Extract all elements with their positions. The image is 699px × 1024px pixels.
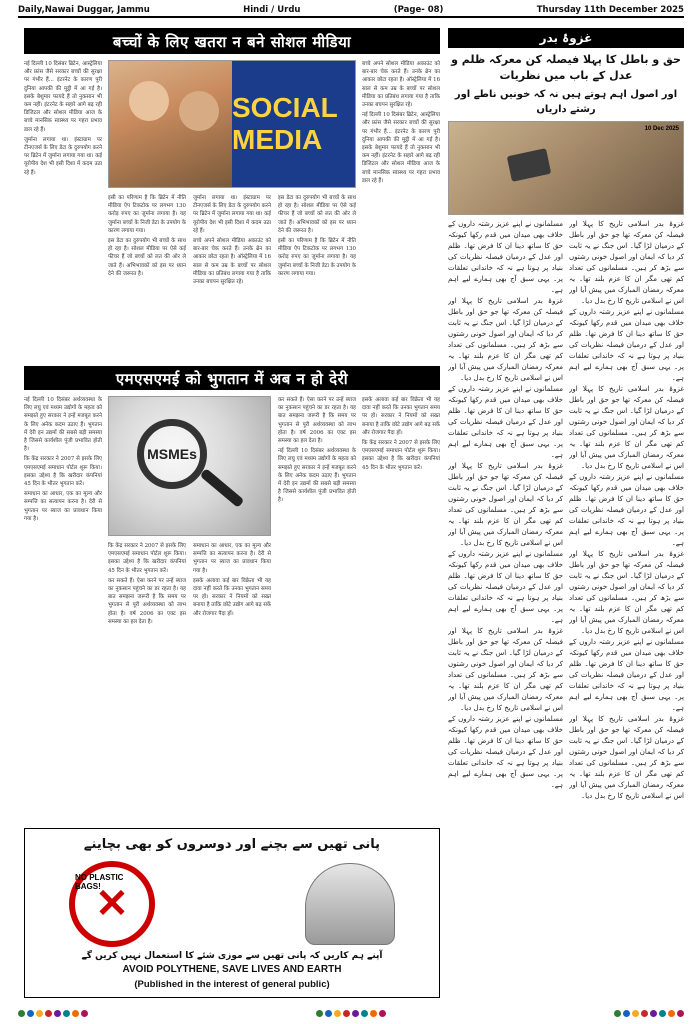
- image-date: 10 Dec 2025: [644, 126, 679, 132]
- color-registration-dots: [18, 1010, 88, 1017]
- paper-name: Daily,Nawai Duggar, Jammu: [18, 5, 150, 15]
- right-urdu-section: [448, 28, 684, 998]
- registration-dot: [334, 1010, 341, 1017]
- registration-dot: [343, 1010, 350, 1017]
- color-registration-dots: [316, 1010, 386, 1017]
- article1-column: इस डेटा का दुरुपयोग भी बच्चों के साथ हो रहा है। सोशल मीडिया पर ऐसे कई फीचर हैं जो बच्चों को लत की ओर ले जाते हैं। अभिभावकों को इस पर ध्यान देने की जरूरत है। इसी का परिणाम है कि ब्रिटेन में नीति मीडिया ऐप टिकटोक पर लगभग 130 करोड़ रुपए का जुर्माना लगाया है। यह जुर्माना बच्चों के निजी डेटा के उपयोग के कारण लगाया गया।: [278, 195, 356, 277]
- urdu-headline: حق و باطل کا پہلا فیصلہ کن معرکہ ظلم و عدل کے باب میں نظریات: [451, 53, 681, 82]
- registration-dot: [36, 1010, 43, 1017]
- urdu-column: مسلمانوں نے اپنے عزیز رشتہ داروں کے خلاف بھی میدان میں قدم رکھا کیونکہ حق کا ساتھ دینا ان کا فرض تھا۔ ظلم اور عدل کے درمیان فیصلہ نظریات کی بنیاد پر ہوتا ہے نہ کہ خاندانی تعلقات پر۔ یہی سبق آج بھی ہمارے لیے اہم ہے۔ غزوۂ بدر اسلامی تاریخ کا پہلا اور فیصلہ کن معرکہ تھا جو حق اور باطل کے درمیان لڑا گیا۔ اس جنگ نے یہ ثابت کر دیا کہ ایمان اور اصول خونی رشتوں سے بڑھ کر ہیں۔ مسلمانوں کی تعداد کم تھی مگر ان کا عزم بلند تھا۔ یہ معرکہ رمضان المبارک میں پیش آیا اور اس نے اسلامی تاریخ کا رخ بدل دیا۔ مسلمانوں نے اپنے عزیز رشتہ داروں کے خلاف بھی میدان میں قدم رکھا کیونکہ حق کا ساتھ دینا ان کا فرض تھا۔ ظلم اور عدل کے درمیان فیصلہ نظریات کی بنیاد پر ہوتا ہے نہ کہ خاندانی تعلقات پر۔ یہی سبق آج بھی ہمارے لیے اہم ہے۔ غزوۂ بدر اسلامی تاریخ کا پہلا اور فیصلہ کن معرکہ تھا جو حق اور باطل کے درمیان لڑا گیا۔ اس جنگ نے یہ ثابت کر دیا کہ ایمان اور اصول خونی رشتوں سے بڑھ کر ہیں۔ مسلمانوں کی تعداد کم تھی مگر ان کا عزم بلند تھا۔ یہ معرکہ رمضان المبارک میں پیش آیا اور اس نے اسلامی تاریخ کا رخ بدل دیا۔ مسلمانوں نے اپنے عزیز رشتہ داروں کے خلاف بھی میدان میں قدم رکھا کیونکہ حق کا ساتھ دینا ان کا فرض تھا۔ ظلم اور عدل کے درمیان فیصلہ نظریات کی بنیاد پر ہوتا ہے نہ کہ خاندانی تعلقات پر۔ یہی سبق آج بھی ہمارے لیے اہم ہے۔ غزوۂ بدر اسلامی تاریخ کا پہلا اور فیصلہ کن معرکہ تھا جو حق اور باطل کے درمیان لڑا گیا۔ اس جنگ نے یہ ثابت کر دیا کہ ایمان اور اصول خونی رشتوں سے بڑھ کر ہیں۔ مسلمانوں کی تعداد کم تھی مگر ان کا عزم بلند تھا۔ یہ معرکہ رمضان المبارک میں پیش آیا اور اس نے اسلامی تاریخ کا رخ بدل دیا۔ مسلمانوں نے اپنے عزیز رشتہ داروں کے خلاف بھی میدان میں قدم رکھا کیونکہ حق کا ساتھ دینا ان کا فرض تھا۔ ظلم اور عدل کے درمیان فیصلہ نظریات کی بنیاد پر ہوتا ہے نہ کہ خاندانی تعلقات پر۔ یہی سبق آج بھی ہمارے لیے اہم ہے۔: [448, 220, 563, 789]
- registration-dot: [379, 1010, 386, 1017]
- ad-urdu-line: آپنے ہم کاریں کہ پانی تھیں سے موزی شئے کا استعمال نہیں کریں گے: [81, 951, 383, 961]
- article2-column: नई दिल्ली 10 दिसंबर अर्थव्यवस्था के लिए लघु एवं मध्यम उद्योगों के महत्व को समझते हुए सरकार ने इन्हें मजबूत करने के लिए अनेक कदम उठाए हैं। भुगतान में देरी इन उद्यमों की सबसे बड़ी समस्या है जिससे कार्यशील पूंजी प्रभावित होती है। कि केंद्र सरकार ने 2007 से इसके लिए एमएसएमई समाधान पोर्टल शुरू किया। इसका उद्देश्य है कि खरीदार कंपनियां 45 दिन के भीतर भुगतान करें। समाधान का आधार, एक का मूल्य और सम्पत्ति का सत्यापन करना है। देरी से भुगतान पर ब्याज का प्रावधान किया गया है।: [24, 397, 102, 522]
- article2-column: कर सकते हैं। ऐसा करने पर उन्हें ब्याज का नुकसान पहुंचने का डर रहता है। यह बात समझना जरूरी है कि समय पर भुगतान से पूरी अर्थव्यवस्था को लाभ होता है। वर्ष 2006 का एक्ट इस समस्या का हल देता है। नई दिल्ली 10 दिसंबर अर्थव्यवस्था के लिए लघु एवं मध्यम उद्योगों के महत्व को समझते हुए सरकार ने इन्हें मजबूत करने के लिए अनेक कदम उठाए हैं। भुगतान में देरी इन उद्यमों की सबसे बड़ी समस्या है जिससे कार्यशील पूंजी प्रभावित होती है।: [278, 397, 356, 504]
- registration-dot: [352, 1010, 359, 1017]
- registration-dot: [54, 1010, 61, 1017]
- footer-strip: [18, 1007, 684, 1019]
- article1-column: जुर्माना लगाया था। इंस्टाग्राम पर टीनएजर्स के लिए डेटा के दुरुपयोग करने पर ब्रिटेन में जुर्माना लगाया गया था। कई यूरोपीय देश भी इसी दिशा में कदम उठा रहे हैं। बच्चे अपने सोशल मीडिया अकाउंट को बार-बार चेक करते हैं। उनके ब्रेन का आकार छोटा रहता है। ऑस्ट्रेलिया में 16 साल से कम उम्र के बच्चों पर सोशल मीडिया का प्रतिबंध लगाया गया है ताकि उनका बचपन सुरक्षित रहे।: [193, 195, 271, 286]
- registration-dot: [27, 1010, 34, 1017]
- issue-date: Thursday 11th December 2025: [536, 5, 684, 15]
- registration-dot: [659, 1010, 666, 1017]
- registration-dot: [632, 1010, 639, 1017]
- registration-dot: [18, 1010, 25, 1017]
- children-photo: [109, 61, 232, 187]
- social-media-graphic: SOCIAL MEDIA: [232, 61, 355, 187]
- article1-headline: बच्चों के लिए खतरा न बने सोशल मीडिया: [24, 28, 440, 54]
- registration-dot: [361, 1010, 368, 1017]
- article2-column: समाधान का आधार, एक का मूल्य और सम्पत्ति का सत्यापन करना है। देरी से भुगतान पर ब्याज का प्रावधान किया गया है। इसके अलावा कई बार विक्रेता भी यह दावा नहीं करते कि उनका भुगतान समय पर हो। सरकार ने नियमों को सख्त बनाया है ताकि छोटे उद्योग आगे बढ़ सकें और रोजगार पैदा हों।: [193, 543, 271, 617]
- registration-dot: [370, 1010, 377, 1017]
- page-number: (Page- 08): [393, 5, 444, 15]
- article1-column: नई दिल्ली 10 दिसंबर ब्रिटेन, आस्ट्रेलिया और फ्रांस जैसे सरकार बच्चों की सुरक्षा पर गंभीर हैं... इंटरनेट के कारण पूरी दुनिया आपकी की मुट्ठी में आ गई है। इसके बेशुमार फायदे हैं तो नुकसान भी कम नहीं। इंटरनेट के सहारे आगे बढ़ रही डिजिटल और सोशल मीडिया आज के बच्चे मानसिक स्वास्थ्य पर गहरा प्रभाव डाल रहे हैं। जुर्माना लगाया था। इंस्टाग्राम पर टीनएजर्स के लिए डेटा के दुरुपयोग करने पर ब्रिटेन में जुर्माना लगाया गया था। कई यूरोपीय देश भी इसी दिशा में कदम उठा रहे हैं।: [24, 61, 102, 176]
- magnifier-handle: [200, 468, 245, 508]
- registration-dot: [63, 1010, 70, 1017]
- registration-dot: [72, 1010, 79, 1017]
- registration-dot: [623, 1010, 630, 1017]
- cross-icon: ✕: [95, 882, 129, 926]
- registration-dot: [614, 1010, 621, 1017]
- urdu-article-image: [448, 121, 684, 215]
- registration-dot: [316, 1010, 323, 1017]
- masthead: [18, 4, 684, 18]
- article1-image: [108, 60, 356, 188]
- article2-headline: एमएसएमई को भुगतान में अब न हो देरी: [24, 366, 440, 390]
- registration-dot: [641, 1010, 648, 1017]
- msme-magnifier-image: [108, 396, 271, 536]
- ad-disclaimer: (Published in the interest of general public): [134, 979, 330, 990]
- urdu-columns: [448, 219, 684, 999]
- urdu-column: غزوۂ بدر اسلامی تاریخ کا پہلا اور فیصلہ کن معرکہ تھا جو حق اور باطل کے درمیان لڑا گیا۔ اس جنگ نے یہ ثابت کر دیا کہ ایمان اور اصول خونی رشتوں سے بڑھ کر ہیں۔ مسلمانوں کی تعداد کم تھی مگر ان کا عزم بلند تھا۔ یہ معرکہ رمضان المبارک میں پیش آیا اور اس نے اسلامی تاریخ کا رخ بدل دیا۔ مسلمانوں نے اپنے عزیز رشتہ داروں کے خلاف بھی میدان میں قدم رکھا کیونکہ حق کا ساتھ دینا ان کا فرض تھا۔ ظلم اور عدل کے درمیان فیصلہ نظریات کی بنیاد پر ہوتا ہے نہ کہ خاندانی تعلقات پر۔ یہی سبق آج بھی ہمارے لیے اہم ہے۔ غزوۂ بدر اسلامی تاریخ کا پہلا اور فیصلہ کن معرکہ تھا جو حق اور باطل کے درمیان لڑا گیا۔ اس جنگ نے یہ ثابت کر دیا کہ ایمان اور اصول خونی رشتوں سے بڑھ کر ہیں۔ مسلمانوں کی تعداد کم تھی مگر ان کا عزم بلند تھا۔ یہ معرکہ رمضان المبارک میں پیش آیا اور اس نے اسلامی تاریخ کا رخ بدل دیا۔ مسلمانوں نے اپنے عزیز رشتہ داروں کے خلاف بھی میدان میں قدم رکھا کیونکہ حق کا ساتھ دینا ان کا فرض تھا۔ ظلم اور عدل کے درمیان فیصلہ نظریات کی بنیاد پر ہوتا ہے نہ کہ خاندانی تعلقات پر۔ یہی سبق آج بھی ہمارے لیے اہم ہے۔ غزوۂ بدر اسلامی تاریخ کا پہلا اور فیصلہ کن معرکہ تھا جو حق اور باطل کے درمیان لڑا گیا۔ اس جنگ نے یہ ثابت کر دیا کہ ایمان اور اصول خونی رشتوں سے بڑھ کر ہیں۔ مسلمانوں کی تعداد کم تھی مگر ان کا عزم بلند تھا۔ یہ معرکہ رمضان المبارک میں پیش آیا اور اس نے اسلامی تاریخ کا رخ بدل دیا۔ مسلمانوں نے اپنے عزیز رشتہ داروں کے خلاف بھی میدان میں قدم رکھا کیونکہ حق کا ساتھ دینا ان کا فرض تھا۔ ظلم اور عدل کے درمیان فیصلہ نظریات کی بنیاد پر ہوتا ہے نہ کہ خاندانی تعلقات پر۔ یہی سبق آج بھی ہمارے لیے اہم ہے۔ غزوۂ بدر اسلامی تاریخ کا پہلا اور فیصلہ کن معرکہ تھا جو حق اور باطل کے درمیان لڑا گیا۔ اس جنگ نے یہ ثابت کر دیا کہ ایمان اور اصول خونی رشتوں سے بڑھ کر ہیں۔ مسلمانوں کی تعداد کم تھی مگر ان کا عزم بلند تھا۔ یہ معرکہ رمضان المبارک میں پیش آیا اور اس نے اسلامی تاریخ کا رخ بدل دیا۔: [569, 220, 684, 800]
- article1-column: इसी का परिणाम है कि ब्रिटेन में नीति मीडिया ऐप टिकटोक पर लगभग 130 करोड़ रुपए का जुर्माना लगाया है। यह जुर्माना बच्चों के निजी डेटा के उपयोग के कारण लगाया गया। इस डेटा का दुरुपयोग भी बच्चों के साथ हो रहा है। सोशल मीडिया पर ऐसे कई फीचर हैं जो बच्चों को लत की ओर ले जाते हैं। अभिभावकों को इस पर ध्यान देने की जरूरत है।: [108, 195, 186, 277]
- left-section: [24, 28, 440, 851]
- magnifier-icon: MSMEs: [137, 419, 207, 489]
- registration-dot: [668, 1010, 675, 1017]
- sign-text: NO PLASTIC BAGS!: [75, 873, 124, 891]
- registration-dot: [677, 1010, 684, 1017]
- article1: [24, 60, 440, 360]
- article2-column: कि केंद्र सरकार ने 2007 से इसके लिए एमएसएमई समाधान पोर्टल शुरू किया। इसका उद्देश्य है कि खरीदार कंपनियां 45 दिन के भीतर भुगतान करें। कर सकते हैं। ऐसा करने पर उन्हें ब्याज का नुकसान पहुंचने का डर रहता है। यह बात समझना जरूरी है कि समय पर भुगतान से पूरी अर्थव्यवस्था को लाभ होता है। वर्ष 2006 का एक्ट इस समस्या का हल देता है।: [108, 543, 186, 625]
- language-label: Hindi / Urdu: [243, 5, 301, 15]
- article1-column: बच्चे अपने सोशल मीडिया अकाउंट को बार-बार चेक करते हैं। उनके ब्रेन का आकार छोटा रहता है। ऑस्ट्रेलिया में 16 साल से कम उम्र के बच्चों पर सोशल मीडिया का प्रतिबंध लगाया गया है ताकि उनका बचपन सुरक्षित रहे। नई दिल्ली 10 दिसंबर ब्रिटेन, आस्ट्रेलिया और फ्रांस जैसे सरकार बच्चों की सुरक्षा पर गंभीर हैं... इंटरनेट के कारण पूरी दुनिया आपकी की मुट्ठी में आ गई है। इसके बेशुमार फायदे हैं तो नुकसान भी कम नहीं। इंटरनेट के सहारे आगे बढ़ रही डिजिटल और सोशल मीडिया आज के बच्चे मानसिक स्वास्थ्य पर गहरा प्रभाव डाल रहे हैं।: [362, 61, 440, 184]
- urdu-subheadline: اور اصول اہم ہوتے ہیں نہ کہ خونیں ناطے اور رشتے داریاں: [454, 89, 678, 115]
- no-plastic-bags-icon: [69, 861, 155, 947]
- ad-urdu-heading: پانی تھیں سے بچنے اور دوسروں کو بھی بچاینے: [83, 837, 381, 852]
- section-header: غزوۂ بدر: [448, 28, 684, 48]
- registration-dot: [81, 1010, 88, 1017]
- registration-dot: [650, 1010, 657, 1017]
- registration-dot: [325, 1010, 332, 1017]
- color-registration-dots: [614, 1010, 684, 1017]
- article2-column: इसके अलावा कई बार विक्रेता भी यह दावा नहीं करते कि उनका भुगतान समय पर हो। सरकार ने नियमों को सख्त बनाया है ताकि छोटे उद्योग आगे बढ़ सकें और रोजगार पैदा हों। कि केंद्र सरकार ने 2007 से इसके लिए एमएसएमई समाधान पोर्टल शुरू किया। इसका उद्देश्य है कि खरीदार कंपनियां 45 दिन के भीतर भुगतान करें।: [362, 397, 440, 471]
- article2: [24, 396, 440, 851]
- registration-dot: [45, 1010, 52, 1017]
- public-notice-ad: [24, 828, 440, 998]
- earth-hands-icon: [305, 863, 395, 945]
- ad-slogan: AVOID POLYTHENE, SAVE LIVES AND EARTH: [122, 964, 342, 975]
